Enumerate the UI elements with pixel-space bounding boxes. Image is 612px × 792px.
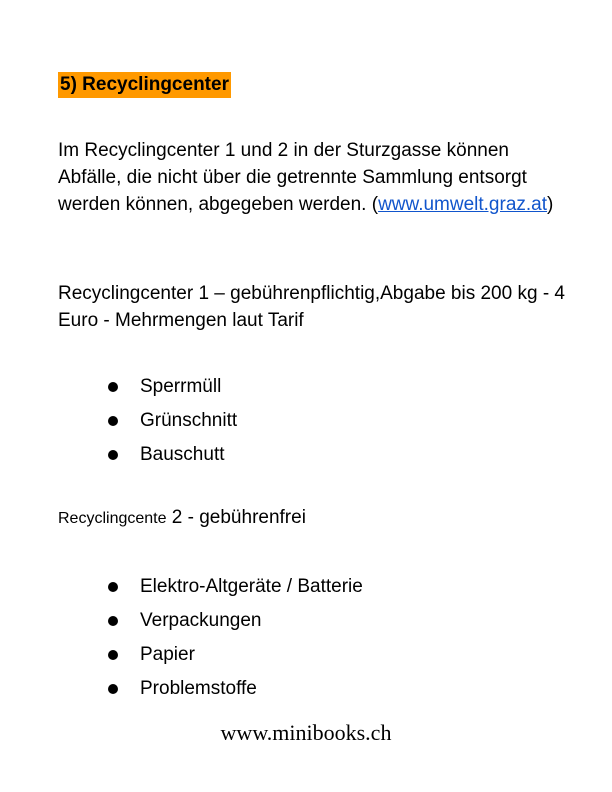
item-label: Problemstoffe <box>140 678 257 699</box>
list-item <box>108 408 237 442</box>
center-2-fee-text: 2 - gebührenfrei <box>166 507 306 528</box>
item-label: Sperrmüll <box>140 376 222 397</box>
item-label: Papier <box>140 644 195 665</box>
list-item <box>108 608 363 642</box>
center-2-label: Recyclingcente <box>58 510 167 527</box>
bullet-icon <box>108 684 118 694</box>
list-item <box>108 374 237 408</box>
bullet-icon <box>108 416 118 426</box>
footer-website: www.minibooks.ch <box>220 720 392 745</box>
center-2-item-list <box>108 574 363 710</box>
bullet-icon <box>108 616 118 626</box>
list-item <box>108 676 363 710</box>
intro-closing: ) <box>547 194 554 215</box>
bullet-icon <box>108 650 118 660</box>
item-label: Verpackungen <box>140 610 262 631</box>
intro-paragraph <box>58 137 558 218</box>
list-item <box>108 642 363 676</box>
website-link[interactable]: www.umwelt.graz.at <box>378 194 548 215</box>
section-heading: 5) Recyclingcenter <box>58 72 231 98</box>
item-label: Bauschutt <box>140 444 225 465</box>
item-label: Grünschnitt <box>140 410 238 431</box>
list-item <box>108 442 237 476</box>
bullet-icon <box>108 382 118 392</box>
bullet-icon <box>108 582 118 592</box>
bullet-icon <box>108 450 118 460</box>
item-label: Elektro-Altgeräte / Batterie <box>140 576 363 597</box>
recycling-center-1-description: Recyclingcenter 1 – gebührenpflichtig,Abgabe bis 200 kg - 4 Euro - Mehrmengen laut Tarif <box>58 283 565 331</box>
intro-text: Im Recyclingcenter 1 und 2 in der Sturzgasse können Abfälle, die nicht über die getrennte Sammlung entsorgt werden können, abgegeben werden. ( <box>58 140 527 215</box>
recycling-center-2-description <box>58 506 306 531</box>
list-item <box>108 574 363 608</box>
center-1-item-list <box>108 374 237 476</box>
